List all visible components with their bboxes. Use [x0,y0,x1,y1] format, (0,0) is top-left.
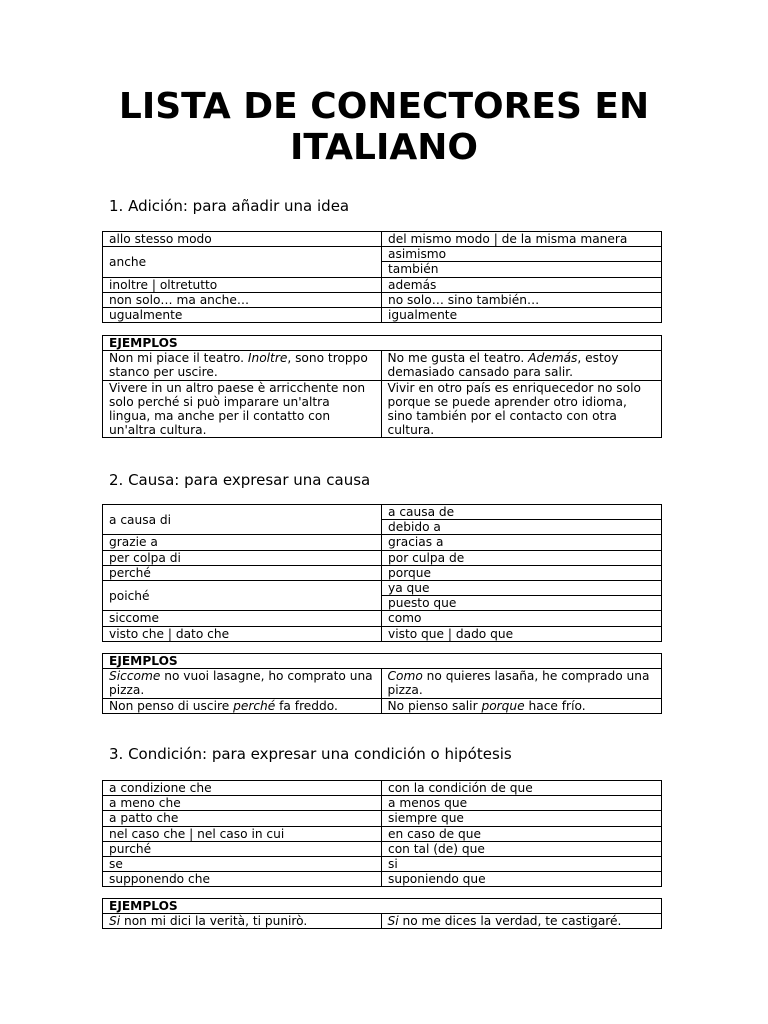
italian-cell: anche [103,247,382,277]
spanish-cell: a menos que [382,796,662,811]
spanish-cell: siempre que [382,811,662,826]
italian-cell: visto che | dato che [103,626,382,641]
spanish-cell: si [382,857,662,872]
italian-cell: se [103,857,382,872]
spanish-example: Vivir en otro país es enriquecedor no solo porque se puede aprender otro idioma, sino también por el contacto con otra cultura. [381,380,662,438]
spanish-cell: también [382,262,662,277]
spanish-cell: con la condición de que [382,781,662,796]
table-row [103,292,662,307]
examples-label: EJEMPLOS [103,654,382,669]
table-row [103,781,662,796]
spanish-cell: puesto que [382,596,662,611]
italian-example: Si non mi dici la verità, ti punirò. [103,914,382,929]
italian-cell: non solo… ma anche… [103,292,382,307]
examples-label: EJEMPLOS [103,336,382,351]
spanish-cell: además [382,277,662,292]
table-row [103,247,662,262]
table-row [103,626,662,641]
table-row [103,872,662,887]
spanish-cell: debido a [382,520,662,535]
connector-highlight: Como [387,669,423,684]
connectors-table-condicion [102,780,662,887]
italian-cell: a condizione che [103,781,382,796]
table-row [103,232,662,247]
examples-header-row [103,654,662,669]
spanish-cell: con tal (de) que [382,841,662,856]
connector-highlight: Siccome [109,669,161,684]
table-row [103,857,662,872]
example-row [103,698,662,713]
table-row [103,796,662,811]
table-row [103,841,662,856]
title-line-1: LISTA DE CONECTORES EN [118,86,650,127]
italian-cell: per colpa di [103,550,382,565]
spanish-example: No pienso salir porque hace frío. [381,698,662,713]
section-heading-causa: 2. Causa: para expresar una causa [109,471,371,489]
italian-example: Non mi piace il teatro. Inoltre, sono troppo stanco per uscire. [103,351,382,380]
examples-table-condicion [102,898,662,929]
italian-cell: a patto che [103,811,382,826]
italian-cell: poiché [103,581,382,611]
connector-highlight: Además [528,351,578,366]
connectors-table-adicion [102,231,662,323]
italian-example: Vivere in un altro paese è arricchente non solo perché si può imparare un'altra lingua, ma anche per il contatto con un'altra cultura. [103,380,382,438]
spanish-cell: igualmente [382,308,662,323]
italian-example: Non penso di uscire perché fa freddo. [103,698,382,713]
spanish-cell: por culpa de [382,550,662,565]
title-line-2: ITALIANO [290,127,478,168]
spanish-example: Si no me dices la verdad, te castigaré. [381,914,662,929]
page-title [0,86,768,168]
italian-cell: grazie a [103,535,382,550]
table-row [103,811,662,826]
examples-header-row [103,899,662,914]
table-row [103,277,662,292]
connector-highlight: Si [109,914,121,929]
table-row [103,611,662,626]
connector-highlight: porque [481,698,525,713]
italian-cell: a meno che [103,796,382,811]
italian-cell: siccome [103,611,382,626]
examples-header-row [103,336,662,351]
spanish-cell: del mismo modo | de la misma manera [382,232,662,247]
italian-cell: supponendo che [103,872,382,887]
table-row [103,550,662,565]
table-row [103,826,662,841]
connector-highlight: Inoltre [247,351,288,366]
connectors-table-causa [102,504,662,642]
section-heading-condicion: 3. Condición: para expresar una condición o hipótesis [109,745,512,763]
spanish-cell: porque [382,565,662,580]
examples-table-causa [102,653,662,714]
spanish-example: No me gusta el teatro. Además, estoy demasiado cansado para salir. [381,351,662,380]
example-row [103,351,662,380]
spanish-cell: suponiendo que [382,872,662,887]
example-row [103,380,662,438]
italian-example: Siccome no vuoi lasagne, ho comprato una pizza. [103,669,382,698]
spanish-cell: gracias a [382,535,662,550]
examples-table-adicion [102,335,662,438]
spanish-cell: asimismo [382,247,662,262]
section-heading-adicion: 1. Adición: para añadir una idea [109,197,350,215]
spanish-cell: ya que [382,581,662,596]
spanish-cell: en caso de que [382,826,662,841]
italian-cell: purché [103,841,382,856]
italian-cell: inoltre | oltretutto [103,277,382,292]
italian-cell: perché [103,565,382,580]
connector-highlight: perché [233,698,276,713]
table-row [103,565,662,580]
italian-cell: allo stesso modo [103,232,382,247]
italian-cell: ugualmente [103,308,382,323]
example-row [103,669,662,698]
spanish-cell: como [382,611,662,626]
connector-highlight: Si [387,914,399,929]
italian-cell: a causa di [103,505,382,535]
italian-cell: nel caso che | nel caso in cui [103,826,382,841]
table-row [103,581,662,596]
example-row [103,914,662,929]
examples-label: EJEMPLOS [103,899,382,914]
table-row [103,308,662,323]
spanish-cell: no solo… sino también… [382,292,662,307]
spanish-cell: a causa de [382,505,662,520]
table-row [103,505,662,520]
spanish-cell: visto que | dado que [382,626,662,641]
table-row [103,535,662,550]
spanish-example: Como no quieres lasaña, he comprado una pizza. [381,669,662,698]
